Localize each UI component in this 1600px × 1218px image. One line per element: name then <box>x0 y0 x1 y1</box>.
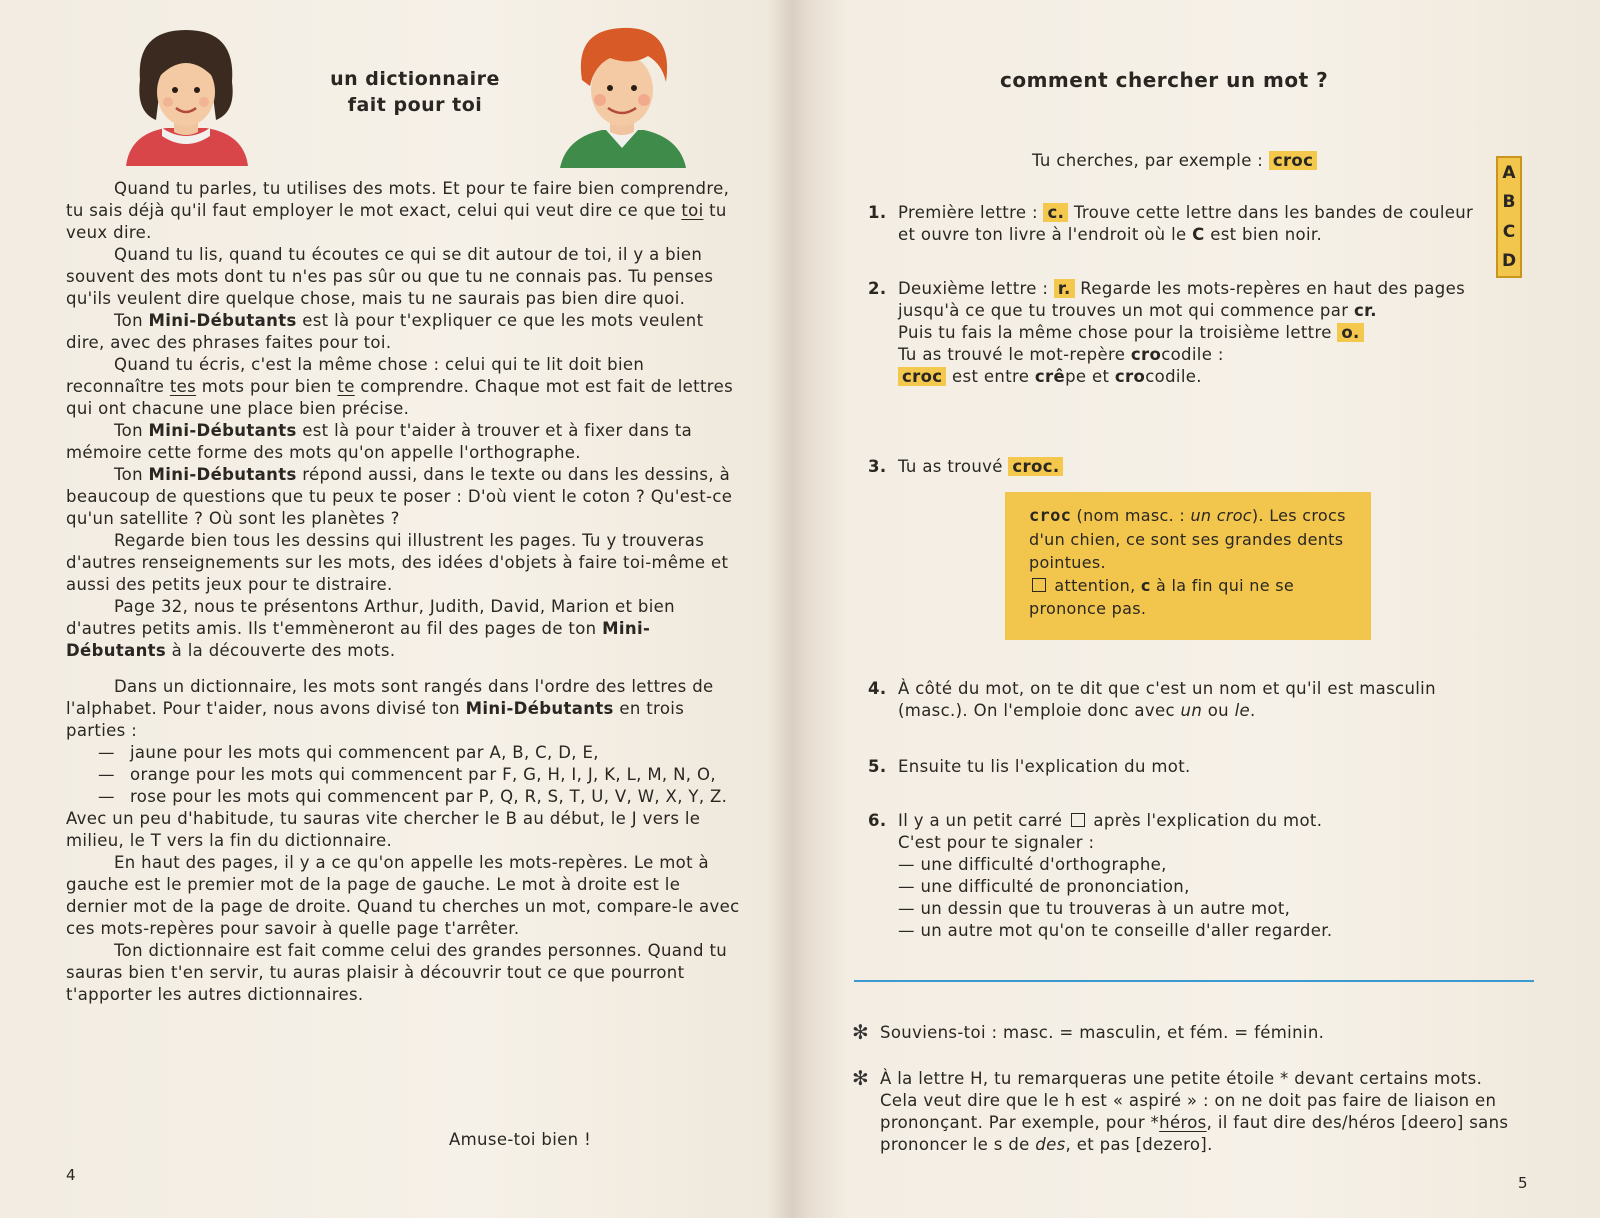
title-line-2: fait pour toi <box>347 94 483 116</box>
list-item: — orange pour les mots qui commencent par F, G, H, I, J, K, L, M, N, O, <box>98 765 716 784</box>
step-5: 5. Ensuite tu lis l'explication du mot. <box>868 757 1191 776</box>
note-2: ✻ À la lettre H, tu remarqueras une petite étoile * devant certains mots. Cela veut dire que le h est « aspiré » : on ne doit pas faire de liaison en prononçant. Par exemple, pour *héros, il faut dire des/héros [deero] sans prononcer le s de des, et pas [dezero]. <box>852 1066 1509 1154</box>
girl-illustration <box>116 24 256 166</box>
tab-letter: B <box>1502 192 1516 213</box>
boy-illustration <box>552 20 692 168</box>
step-6: 6. Il y a un petit carré après l'explication du mot. C'est pour te signaler : — une difficulté d'orthographe, — une difficulté de prononciation, — un dessin que tu trouveras à un autre mot, — un autre mot qu'on te conseille d'aller regarder. <box>868 810 1478 942</box>
paragraph: En haut des pages, il y a ce qu'on appelle les mots-repères. Le mot à gauche est le premier mot de la page de gauche. Le mot à droite est le dernier mot de la page de droite. Quand tu cherches un mot, compare-le avec ces mots-repères pour savoir à quelle page t'arrêter. <box>66 853 740 938</box>
list-item: — un autre mot qu'on te conseille d'aller regarder. <box>898 921 1333 940</box>
left-page-body <box>66 178 744 1006</box>
step-4: 4. À côté du mot, on te dit que c'est un nom et qu'il est masculin (masc.). On l'emploie donc avec un ou le. <box>868 679 1436 720</box>
paragraph: Page 32, nous te présentons Arthur, Judith, David, Marion et bien d'autres petits amis. Ils t'emmèneront au fil des pages de ton Mini-Débutants à la découverte des mots. <box>66 597 675 660</box>
paragraph: Quand tu lis, quand tu écoutes ce qui se dit autour de toi, il y a bien souvent des mots dont tu n'es pas sûr ou que tu ne connais pas. Tu penses qu'ils veulent dire quelque chose, mais tu ne saurais pas bien dire quoi. <box>66 245 714 308</box>
paragraph: Ton Mini-Débutants est là pour t'expliquer ce que les mots veulent dire, avec des phrases faites pour toi. <box>66 311 704 352</box>
tab-letter: C <box>1502 221 1516 242</box>
paragraph: Ton Mini-Débutants répond aussi, dans le texte ou dans les dessins, à beaucoup de questions que tu peux te poser : D'où vient le coton ? Qu'est-ce qu'un satellite ? Où sont les planètes ? <box>66 465 733 528</box>
paragraph: Avec un peu d'habitude, tu sauras vite chercher le B au début, le J vers le milieu, le T vers la fin du dictionnaire. <box>66 809 701 850</box>
title-line-1: un dictionnaire <box>330 68 500 90</box>
paragraph: Ton Mini-Débutants est là pour t'aider à trouver et à fixer dans ta mémoire cette forme des mots qu'on appelle l'orthographe. <box>66 421 693 462</box>
step-1: 1. Première lettre : c. Trouve cette lettre dans les bandes de couleur et ouvre ton livre à l'endroit où le C est bien noir. <box>868 203 1474 244</box>
asterisk-icon: ✻ <box>852 1020 870 1044</box>
paragraph: Regarde bien tous les dessins qui illustrent les pages. Tu y trouveras d'autres renseignements sur les mots, des idées d'objets à faire toi-même et aussi des petits jeux pour te distraire. <box>66 531 729 594</box>
left-page-title <box>320 66 510 118</box>
tab-letter: D <box>1501 251 1517 272</box>
divider-rule <box>854 980 1534 982</box>
paragraph: Quand tu écris, c'est la même chose : celui qui te lit doit bien reconnaître tes mots pour bien te comprendre. Chaque mot est fait de lettres qui ont chacune une place bien précise. <box>66 355 734 418</box>
example-line: Tu cherches, par exemple : croc <box>1032 150 1317 172</box>
paragraph: Ton dictionnaire est fait comme celui des grandes personnes. Quand tu sauras bien t'en servir, tu auras plaisir à découvrir tout ce que pourront t'apporter les autres dictionnaires. <box>66 941 728 1004</box>
paragraph: Dans un dictionnaire, les mots sont rangés dans l'ordre des lettres de l'alphabet. Pour t'aider, nous avons divisé ton Mini-Débutants en trois parties : <box>66 677 714 740</box>
square-icon <box>1032 578 1046 592</box>
step-2: 2. Deuxième lettre : r. Regarde les mots-repères en haut des pages jusqu'à ce que tu trouves un mot qui commence par cr. Puis tu fais la même chose pour la troisième lettre o. Tu as trouvé le mot-repère crocodile : croc est entre crêpe et crocodile. <box>868 279 1466 386</box>
tab-letter: A <box>1502 162 1516 183</box>
definition-headword: croc <box>1029 506 1072 526</box>
step-3: 3. Tu as trouvé croc. <box>868 456 1478 478</box>
list-item: — une difficulté d'orthographe, <box>898 855 1167 874</box>
note-1: ✻ Souviens-toi : masc. = masculin, et fém. = féminin. <box>852 1020 1325 1044</box>
definition-box: croc (nom masc. : un croc). Les crocs d'un chien, ce sont ses grandes dents pointues. attention, c à la fin qui ne se prononce pas. <box>1005 492 1371 640</box>
right-page-title: comment chercher un mot ? <box>1000 68 1329 92</box>
page-number-right: 5 <box>1518 1174 1528 1192</box>
list-item: — un dessin que tu trouveras à un autre mot, <box>898 899 1291 918</box>
list-item: — une difficulté de prononciation, <box>898 877 1190 896</box>
square-icon <box>1071 813 1085 827</box>
page-number-left: 4 <box>66 1166 76 1184</box>
list-item: — jaune pour les mots qui commencent par A, B, C, D, E, <box>98 743 599 762</box>
paragraph: Quand tu parles, tu utilises des mots. Et pour te faire bien comprendre, tu sais déjà qu'il faut employer le mot exact, celui qui veut dire ce que toi tu veux dire. <box>66 179 730 242</box>
closing-line: Amuse-toi bien ! <box>449 1130 592 1149</box>
asterisk-icon: ✻ <box>852 1066 870 1090</box>
list-item: — rose pour les mots qui commencent par P, Q, R, S, T, U, V, W, X, Y, Z. <box>98 787 728 806</box>
example-word: croc <box>1269 151 1317 170</box>
alphabet-tab <box>1496 156 1522 278</box>
